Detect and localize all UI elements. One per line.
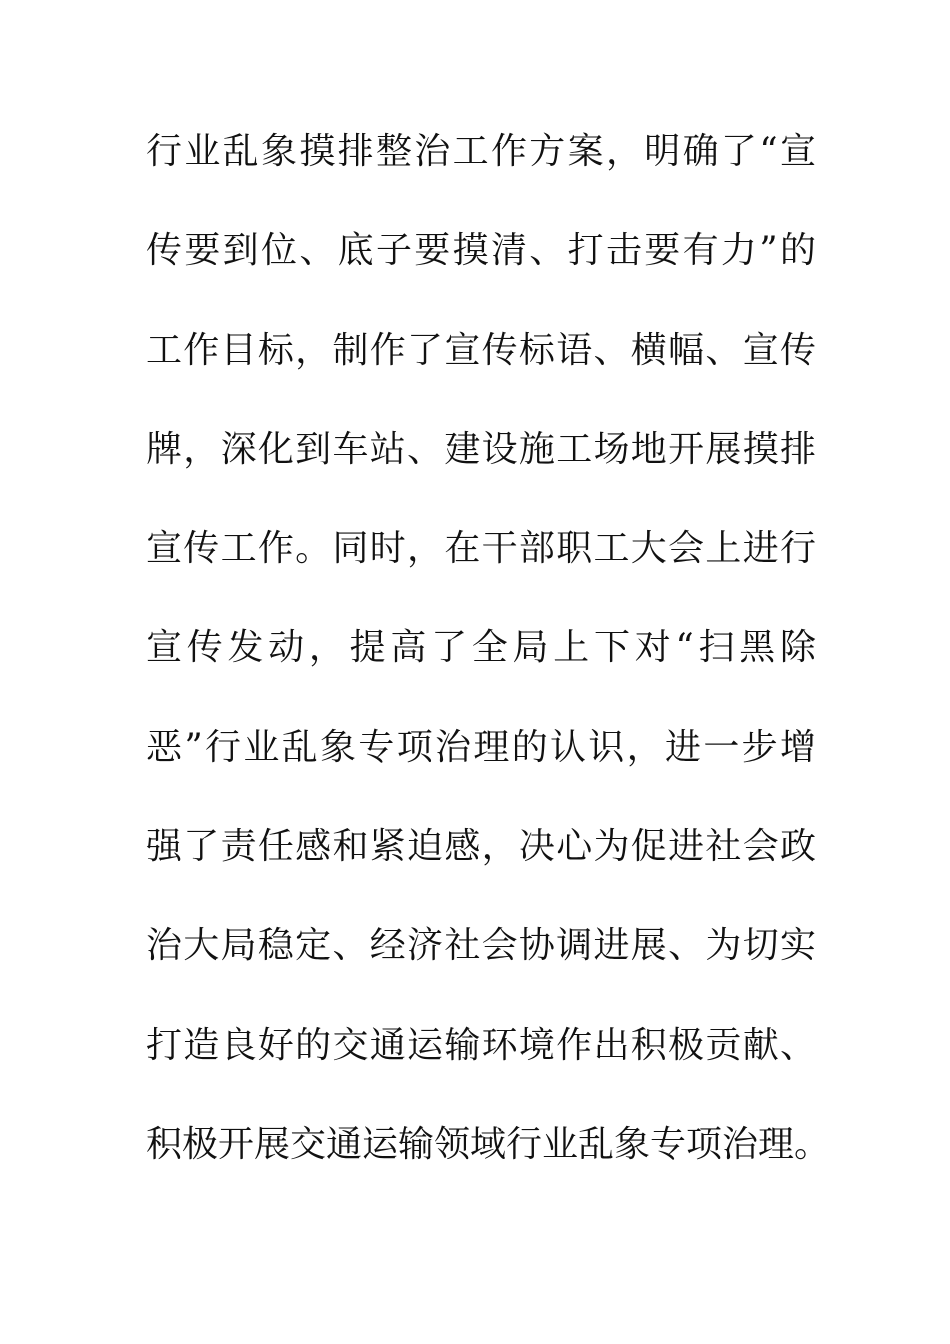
text-line-4: 牌，深化到车站、建设施工场地开展摸排 (146, 428, 816, 470)
text-line-6: 宣传发动，提高了全局上下对“扫黑除 (146, 627, 816, 669)
text-line-10: 打造良好的交通运输环境作出积极贡献、 (146, 1024, 816, 1066)
text-line-1: 行业乱象摸排整治工作方案，明确了“宣 (146, 131, 816, 172)
text-line-5: 宣传工作。同时，在干部职工大会上进行 (146, 528, 816, 570)
text-line-8: 强了责任感和紧迫感，决心为促进社会政 (146, 826, 816, 868)
text-line-7: 恶”行业乱象专项治理的认识，进一步增 (146, 726, 816, 768)
text-line-9: 治大局稳定、经济社会协调进展、为切实 (146, 925, 816, 967)
body-paragraph (146, 126, 831, 1218)
text-line-2: 传要到位、底子要摸清、打击要有力”的 (146, 230, 816, 272)
text-line-3: 工作目标，制作了宣传标语、横幅、宣传 (146, 329, 816, 371)
text-line-11: 积极开展交通运输领域行业乱象专项治理。 (146, 1123, 831, 1165)
